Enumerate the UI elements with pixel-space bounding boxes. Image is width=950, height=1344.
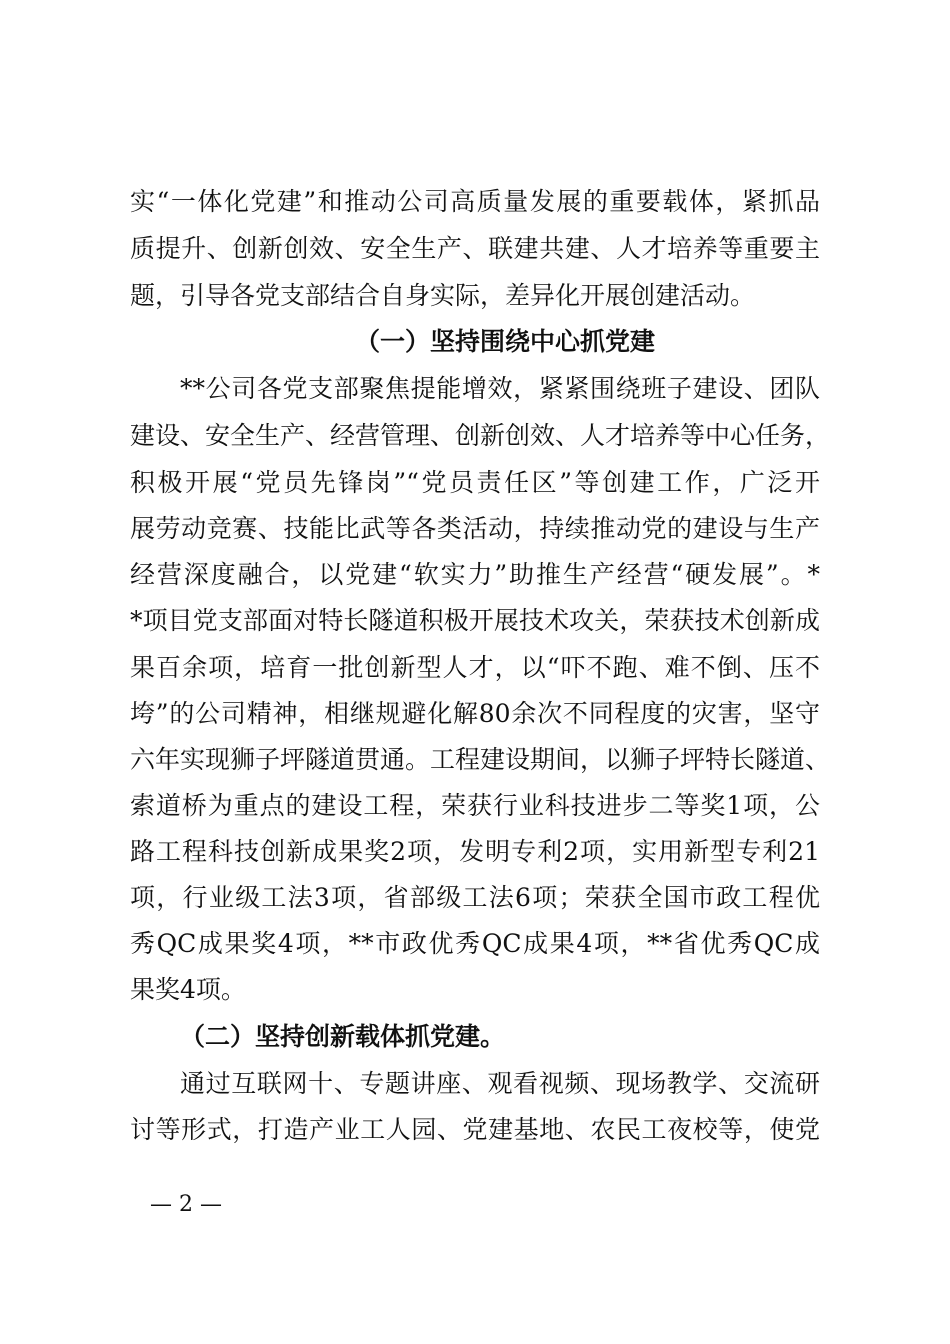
paragraph-1-line-5: 经营深度融合，以党建“软实力”助推生产经营“硬发展”。* <box>130 560 820 589</box>
paragraph-1-line-9: 六年实现狮子坪隧道贯通。工程建设期间，以狮子坪特长隧道、 <box>130 745 831 774</box>
paragraph-1-line-1: **公司各党支部聚焦提能增效，紧紧围绕班子建设、团队 <box>180 374 820 403</box>
intro-line-3: 题，引导各党支部结合自身实际，差异化开展创建活动。 <box>130 281 756 310</box>
intro-line-1: 实“一体化党建”和推动公司高质量发展的重要载体，紧抓品 <box>130 187 820 216</box>
paragraph-1-line-2: 建设、安全生产、经营管理、创新创效、人才培养等中心任务， <box>130 421 831 450</box>
paragraph-1-line-8: 垮”的公司精神，相继规避化解80余次不同程度的灾害，坚守 <box>130 699 820 728</box>
paragraph-2-line-2: 讨等形式，打造产业工人园、党建基地、农民工夜校等，使党 <box>130 1115 820 1144</box>
paragraph-1-line-14: 果奖4项。 <box>130 975 246 1004</box>
paragraph-1-line-11: 路工程科技创新成果奖2项，发明专利2项，实用新型专利21 <box>130 837 820 866</box>
paragraph-1-line-10: 索道桥为重点的建设工程，荣获行业科技进步二等奖1项，公 <box>130 791 820 820</box>
paragraph-1-line-7: 果百余项，培育一批创新型人才，以“吓不跑、难不倒、压不 <box>130 653 820 682</box>
paragraph-1-line-6: *项目党支部面对特长隧道积极开展技术攻关，荣获技术创新成 <box>130 606 820 635</box>
page-number: — 2 — <box>150 1192 222 1217</box>
intro-line-2: 质提升、创新创效、安全生产、联建共建、人才培养等重要主 <box>130 234 820 263</box>
paragraph-1-line-13: 秀QC成果奖4项，**市政优秀QC成果4项，**省优秀QC成 <box>130 929 820 958</box>
paragraph-1-line-3: 积极开展“党员先锋岗”“党员责任区”等创建工作，广泛开 <box>130 468 820 497</box>
section-heading-1: （一）坚持围绕中心抓党建 <box>355 327 656 356</box>
paragraph-2-line-1: 通过互联网十、专题讲座、观看视频、现场教学、交流研 <box>180 1069 820 1098</box>
paragraph-1-line-4: 展劳动竞赛、技能比武等各类活动，持续推动党的建设与生产 <box>130 514 820 543</box>
section-heading-2: （二）坚持创新载体抓党建。 <box>180 1022 506 1051</box>
paragraph-1-line-12: 项，行业级工法3项，省部级工法6项；荣获全国市政工程优 <box>130 883 820 912</box>
